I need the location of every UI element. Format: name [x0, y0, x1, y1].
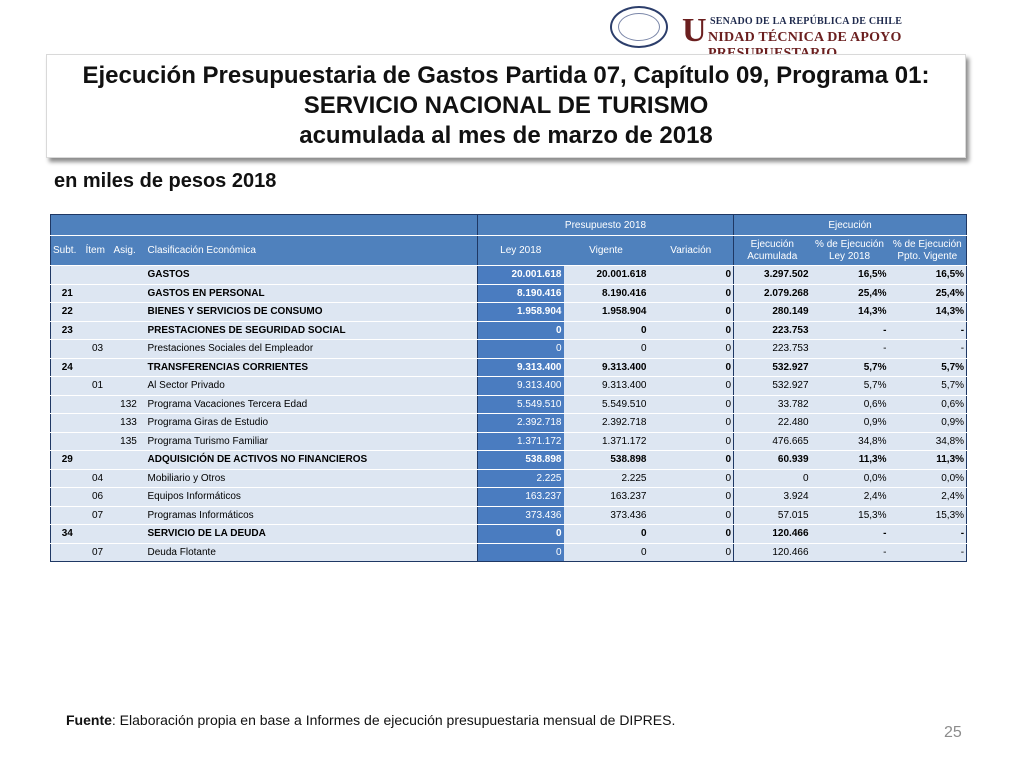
cell-subt: 21 — [51, 284, 84, 303]
table-row — [51, 340, 967, 359]
cell-clasif: SERVICIO DE LA DEUDA — [146, 525, 478, 544]
cell-vigente: 2.225 — [564, 469, 649, 488]
cell-clasif: BIENES Y SERVICIOS DE CONSUMO — [146, 303, 478, 322]
table-row — [51, 451, 967, 470]
cell-clasif: Deuda Flotante — [146, 543, 478, 562]
cell-ejec: 2.079.268 — [734, 284, 811, 303]
cell-ejec: 57.015 — [734, 506, 811, 525]
cell-subt — [51, 395, 84, 414]
cell-asig: 133 — [112, 414, 146, 433]
cell-subt — [51, 377, 84, 396]
table-row — [51, 414, 967, 433]
cell-ley: 2.225 — [478, 469, 564, 488]
cell-vigente: 0 — [564, 525, 649, 544]
cell-variacion: 0 — [649, 506, 734, 525]
cell-pct-vig: 11,3% — [889, 451, 967, 470]
cell-item — [84, 414, 112, 433]
cell-pct-ley: 0,6% — [811, 395, 889, 414]
cell-ley: 5.549.510 — [478, 395, 564, 414]
cell-ejec: 60.939 — [734, 451, 811, 470]
col-vigente-header: Vigente — [564, 236, 649, 266]
cell-ley: 2.392.718 — [478, 414, 564, 433]
col-pct-vig-line1: % de Ejecución — [892, 238, 962, 250]
cell-pct-ley: - — [811, 340, 889, 359]
cell-asig — [112, 303, 146, 322]
cell-variacion: 0 — [649, 525, 734, 544]
cell-clasif: Programa Vacaciones Tercera Edad — [146, 395, 478, 414]
title-box — [46, 54, 966, 158]
table-row — [51, 432, 967, 451]
cell-ejec: 120.466 — [734, 525, 811, 544]
cell-ley: 163.237 — [478, 488, 564, 507]
cell-item — [84, 395, 112, 414]
col-ejec-acum-line1: Ejecución — [750, 238, 794, 250]
cell-clasif: Al Sector Privado — [146, 377, 478, 396]
subtitle: en miles de pesos 2018 — [54, 170, 277, 192]
cell-asig — [112, 469, 146, 488]
cell-ejec: 0 — [734, 469, 811, 488]
cell-asig — [112, 358, 146, 377]
cell-asig: 132 — [112, 395, 146, 414]
cell-item — [84, 432, 112, 451]
cell-clasif: GASTOS EN PERSONAL — [146, 284, 478, 303]
cell-asig — [112, 377, 146, 396]
title-line-2: SERVICIO NACIONAL DE TURISMO — [303, 92, 709, 119]
cell-vigente: 0 — [564, 321, 649, 340]
cell-vigente: 2.392.718 — [564, 414, 649, 433]
cell-pct-ley: - — [811, 525, 889, 544]
cell-pct-vig: 0,0% — [889, 469, 967, 488]
senado-seal-logo — [610, 6, 668, 48]
cell-pct-vig: - — [889, 340, 967, 359]
cell-clasif: PRESTACIONES DE SEGURIDAD SOCIAL — [146, 321, 478, 340]
cell-pct-vig: 2,4% — [889, 488, 967, 507]
cell-subt — [51, 543, 84, 562]
cell-vigente: 373.436 — [564, 506, 649, 525]
table-row — [51, 321, 967, 340]
cell-pct-ley: 16,5% — [811, 266, 889, 285]
col-clasif-header: Clasificación Económica — [146, 236, 478, 266]
col-pct-ley-line2: Ley 2018 — [828, 250, 871, 262]
cell-asig — [112, 284, 146, 303]
cell-item: 04 — [84, 469, 112, 488]
cell-asig — [112, 525, 146, 544]
cell-ejec: 3.924 — [734, 488, 811, 507]
cell-item — [84, 303, 112, 322]
source-label: Fuente — [66, 712, 112, 728]
cell-subt: 34 — [51, 525, 84, 544]
cell-clasif: TRANSFERENCIAS CORRIENTES — [146, 358, 478, 377]
table-row — [51, 358, 967, 377]
cell-subt: 22 — [51, 303, 84, 322]
cell-ley: 20.001.618 — [478, 266, 564, 285]
cell-pct-ley: - — [811, 543, 889, 562]
col-pct-vig-line2: Ppto. Vigente — [897, 250, 958, 262]
col-pct-vig-header — [889, 236, 967, 266]
cell-ley: 0 — [478, 340, 564, 359]
table-row — [51, 506, 967, 525]
cell-ley: 538.898 — [478, 451, 564, 470]
table-row — [51, 377, 967, 396]
cell-ejec: 223.753 — [734, 321, 811, 340]
cell-subt — [51, 469, 84, 488]
cell-subt — [51, 414, 84, 433]
cell-ejec: 476.665 — [734, 432, 811, 451]
cell-variacion: 0 — [649, 395, 734, 414]
cell-vigente: 0 — [564, 340, 649, 359]
cell-item: 01 — [84, 377, 112, 396]
table-row — [51, 525, 967, 544]
col-ley-header: Ley 2018 — [478, 236, 564, 266]
cell-pct-vig: 5,7% — [889, 377, 967, 396]
cell-ley: 8.190.416 — [478, 284, 564, 303]
budget-table — [50, 214, 967, 562]
cell-variacion: 0 — [649, 432, 734, 451]
cell-subt — [51, 488, 84, 507]
cell-item: 03 — [84, 340, 112, 359]
cell-pct-vig: 16,5% — [889, 266, 967, 285]
cell-vigente: 1.958.904 — [564, 303, 649, 322]
cell-vigente: 5.549.510 — [564, 395, 649, 414]
cell-clasif: Programa Giras de Estudio — [146, 414, 478, 433]
table-row — [51, 266, 967, 285]
cell-subt — [51, 506, 84, 525]
cell-subt: 29 — [51, 451, 84, 470]
cell-ejec: 120.466 — [734, 543, 811, 562]
cell-vigente: 538.898 — [564, 451, 649, 470]
cell-item: 07 — [84, 506, 112, 525]
cell-vigente: 1.371.172 — [564, 432, 649, 451]
cell-clasif: Programa Turismo Familiar — [146, 432, 478, 451]
cell-vigente: 9.313.400 — [564, 358, 649, 377]
cell-variacion: 0 — [649, 488, 734, 507]
cell-ley: 373.436 — [478, 506, 564, 525]
cell-pct-ley: 11,3% — [811, 451, 889, 470]
table-row — [51, 469, 967, 488]
cell-variacion: 0 — [649, 284, 734, 303]
cell-pct-vig: 0,9% — [889, 414, 967, 433]
cell-vigente: 8.190.416 — [564, 284, 649, 303]
cell-ley: 9.313.400 — [478, 377, 564, 396]
cell-ley: 1.371.172 — [478, 432, 564, 451]
cell-asig — [112, 451, 146, 470]
cell-pct-vig: 15,3% — [889, 506, 967, 525]
cell-subt: 23 — [51, 321, 84, 340]
cell-clasif: Programas Informáticos — [146, 506, 478, 525]
cell-item — [84, 284, 112, 303]
table-row — [51, 488, 967, 507]
cell-variacion: 0 — [649, 266, 734, 285]
budget-table-body — [51, 266, 967, 562]
cell-clasif: Equipos Informáticos — [146, 488, 478, 507]
cell-ley: 0 — [478, 525, 564, 544]
table-row — [51, 303, 967, 322]
source-text: : Elaboración propia en base a Informes de ejecución presupuestaria mensual de DIPRES. — [111, 712, 676, 728]
cell-pct-ley: 5,7% — [811, 377, 889, 396]
cell-variacion: 0 — [649, 451, 734, 470]
col-asig-header: Asig. — [112, 236, 146, 266]
cell-pct-ley: 14,3% — [811, 303, 889, 322]
cell-variacion: 0 — [649, 469, 734, 488]
group-ejecucion-header: Ejecución — [734, 215, 967, 236]
cell-item: 07 — [84, 543, 112, 562]
cell-variacion: 0 — [649, 377, 734, 396]
group-presupuesto-header: Presupuesto 2018 — [478, 215, 734, 236]
col-item-header: Ítem — [84, 236, 112, 266]
cell-variacion: 0 — [649, 543, 734, 562]
cell-ejec: 33.782 — [734, 395, 811, 414]
cell-ley: 9.313.400 — [478, 358, 564, 377]
cell-pct-vig: 5,7% — [889, 358, 967, 377]
table-row — [51, 395, 967, 414]
col-variacion-header: Variación — [649, 236, 734, 266]
cell-asig — [112, 266, 146, 285]
brand-line2: NIDAD TÉCNICA DE APOYO — [708, 30, 902, 45]
cell-vigente: 20.001.618 — [564, 266, 649, 285]
col-subt-header: Subt. — [51, 236, 84, 266]
cell-pct-vig: 14,3% — [889, 303, 967, 322]
table-row — [51, 543, 967, 562]
cell-pct-ley: 0,0% — [811, 469, 889, 488]
page-number: 25 — [944, 724, 962, 741]
cell-ley: 0 — [478, 543, 564, 562]
brand-initial: U — [682, 12, 707, 49]
col-ejec-acum-header — [734, 236, 811, 266]
cell-ley: 0 — [478, 321, 564, 340]
cell-asig — [112, 321, 146, 340]
cell-vigente: 163.237 — [564, 488, 649, 507]
cell-asig: 135 — [112, 432, 146, 451]
cell-variacion: 0 — [649, 321, 734, 340]
cell-asig — [112, 543, 146, 562]
cell-variacion: 0 — [649, 414, 734, 433]
cell-asig — [112, 488, 146, 507]
cell-subt: 24 — [51, 358, 84, 377]
cell-item — [84, 451, 112, 470]
cell-pct-vig: 34,8% — [889, 432, 967, 451]
cell-variacion: 0 — [649, 340, 734, 359]
cell-item — [84, 321, 112, 340]
cell-item: 06 — [84, 488, 112, 507]
cell-ley: 1.958.904 — [478, 303, 564, 322]
cell-ejec: 22.480 — [734, 414, 811, 433]
cell-pct-vig: - — [889, 543, 967, 562]
cell-item — [84, 266, 112, 285]
cell-item — [84, 525, 112, 544]
cell-pct-ley: 15,3% — [811, 506, 889, 525]
cell-variacion: 0 — [649, 358, 734, 377]
col-ejec-acum-line2: Acumulada — [747, 250, 798, 262]
cell-pct-ley: 0,9% — [811, 414, 889, 433]
cell-subt — [51, 340, 84, 359]
cell-pct-vig: - — [889, 321, 967, 340]
cell-vigente: 0 — [564, 543, 649, 562]
col-pct-ley-header — [811, 236, 889, 266]
cell-subt — [51, 432, 84, 451]
title-line-3: acumulada al mes de marzo de 2018 — [299, 122, 713, 149]
cell-asig — [112, 340, 146, 359]
brand-line1: SENADO DE LA REPÚBLICA DE CHILE — [710, 16, 903, 27]
cell-pct-vig: - — [889, 525, 967, 544]
title-line-1: Ejecución Presupuestaria de Gastos Partida 07, Capítulo 09, Programa 01: — [82, 62, 930, 89]
cell-clasif: Prestaciones Sociales del Empleador — [146, 340, 478, 359]
cell-pct-ley: 34,8% — [811, 432, 889, 451]
cell-subt — [51, 266, 84, 285]
source-footnote — [66, 712, 675, 728]
cell-pct-ley: - — [811, 321, 889, 340]
cell-clasif: ADQUISICIÓN DE ACTIVOS NO FINANCIEROS — [146, 451, 478, 470]
cell-pct-vig: 25,4% — [889, 284, 967, 303]
cell-vigente: 9.313.400 — [564, 377, 649, 396]
cell-ejec: 280.149 — [734, 303, 811, 322]
cell-pct-ley: 25,4% — [811, 284, 889, 303]
cell-ejec: 3.297.502 — [734, 266, 811, 285]
cell-clasif: GASTOS — [146, 266, 478, 285]
cell-pct-ley: 2,4% — [811, 488, 889, 507]
table-row — [51, 284, 967, 303]
cell-ejec: 532.927 — [734, 358, 811, 377]
cell-ejec: 223.753 — [734, 340, 811, 359]
col-pct-ley-line1: % de Ejecución — [815, 238, 884, 250]
cell-item — [84, 358, 112, 377]
cell-pct-ley: 5,7% — [811, 358, 889, 377]
cell-variacion: 0 — [649, 303, 734, 322]
cell-ejec: 532.927 — [734, 377, 811, 396]
cell-clasif: Mobiliario y Otros — [146, 469, 478, 488]
cell-pct-vig: 0,6% — [889, 395, 967, 414]
cell-asig — [112, 506, 146, 525]
